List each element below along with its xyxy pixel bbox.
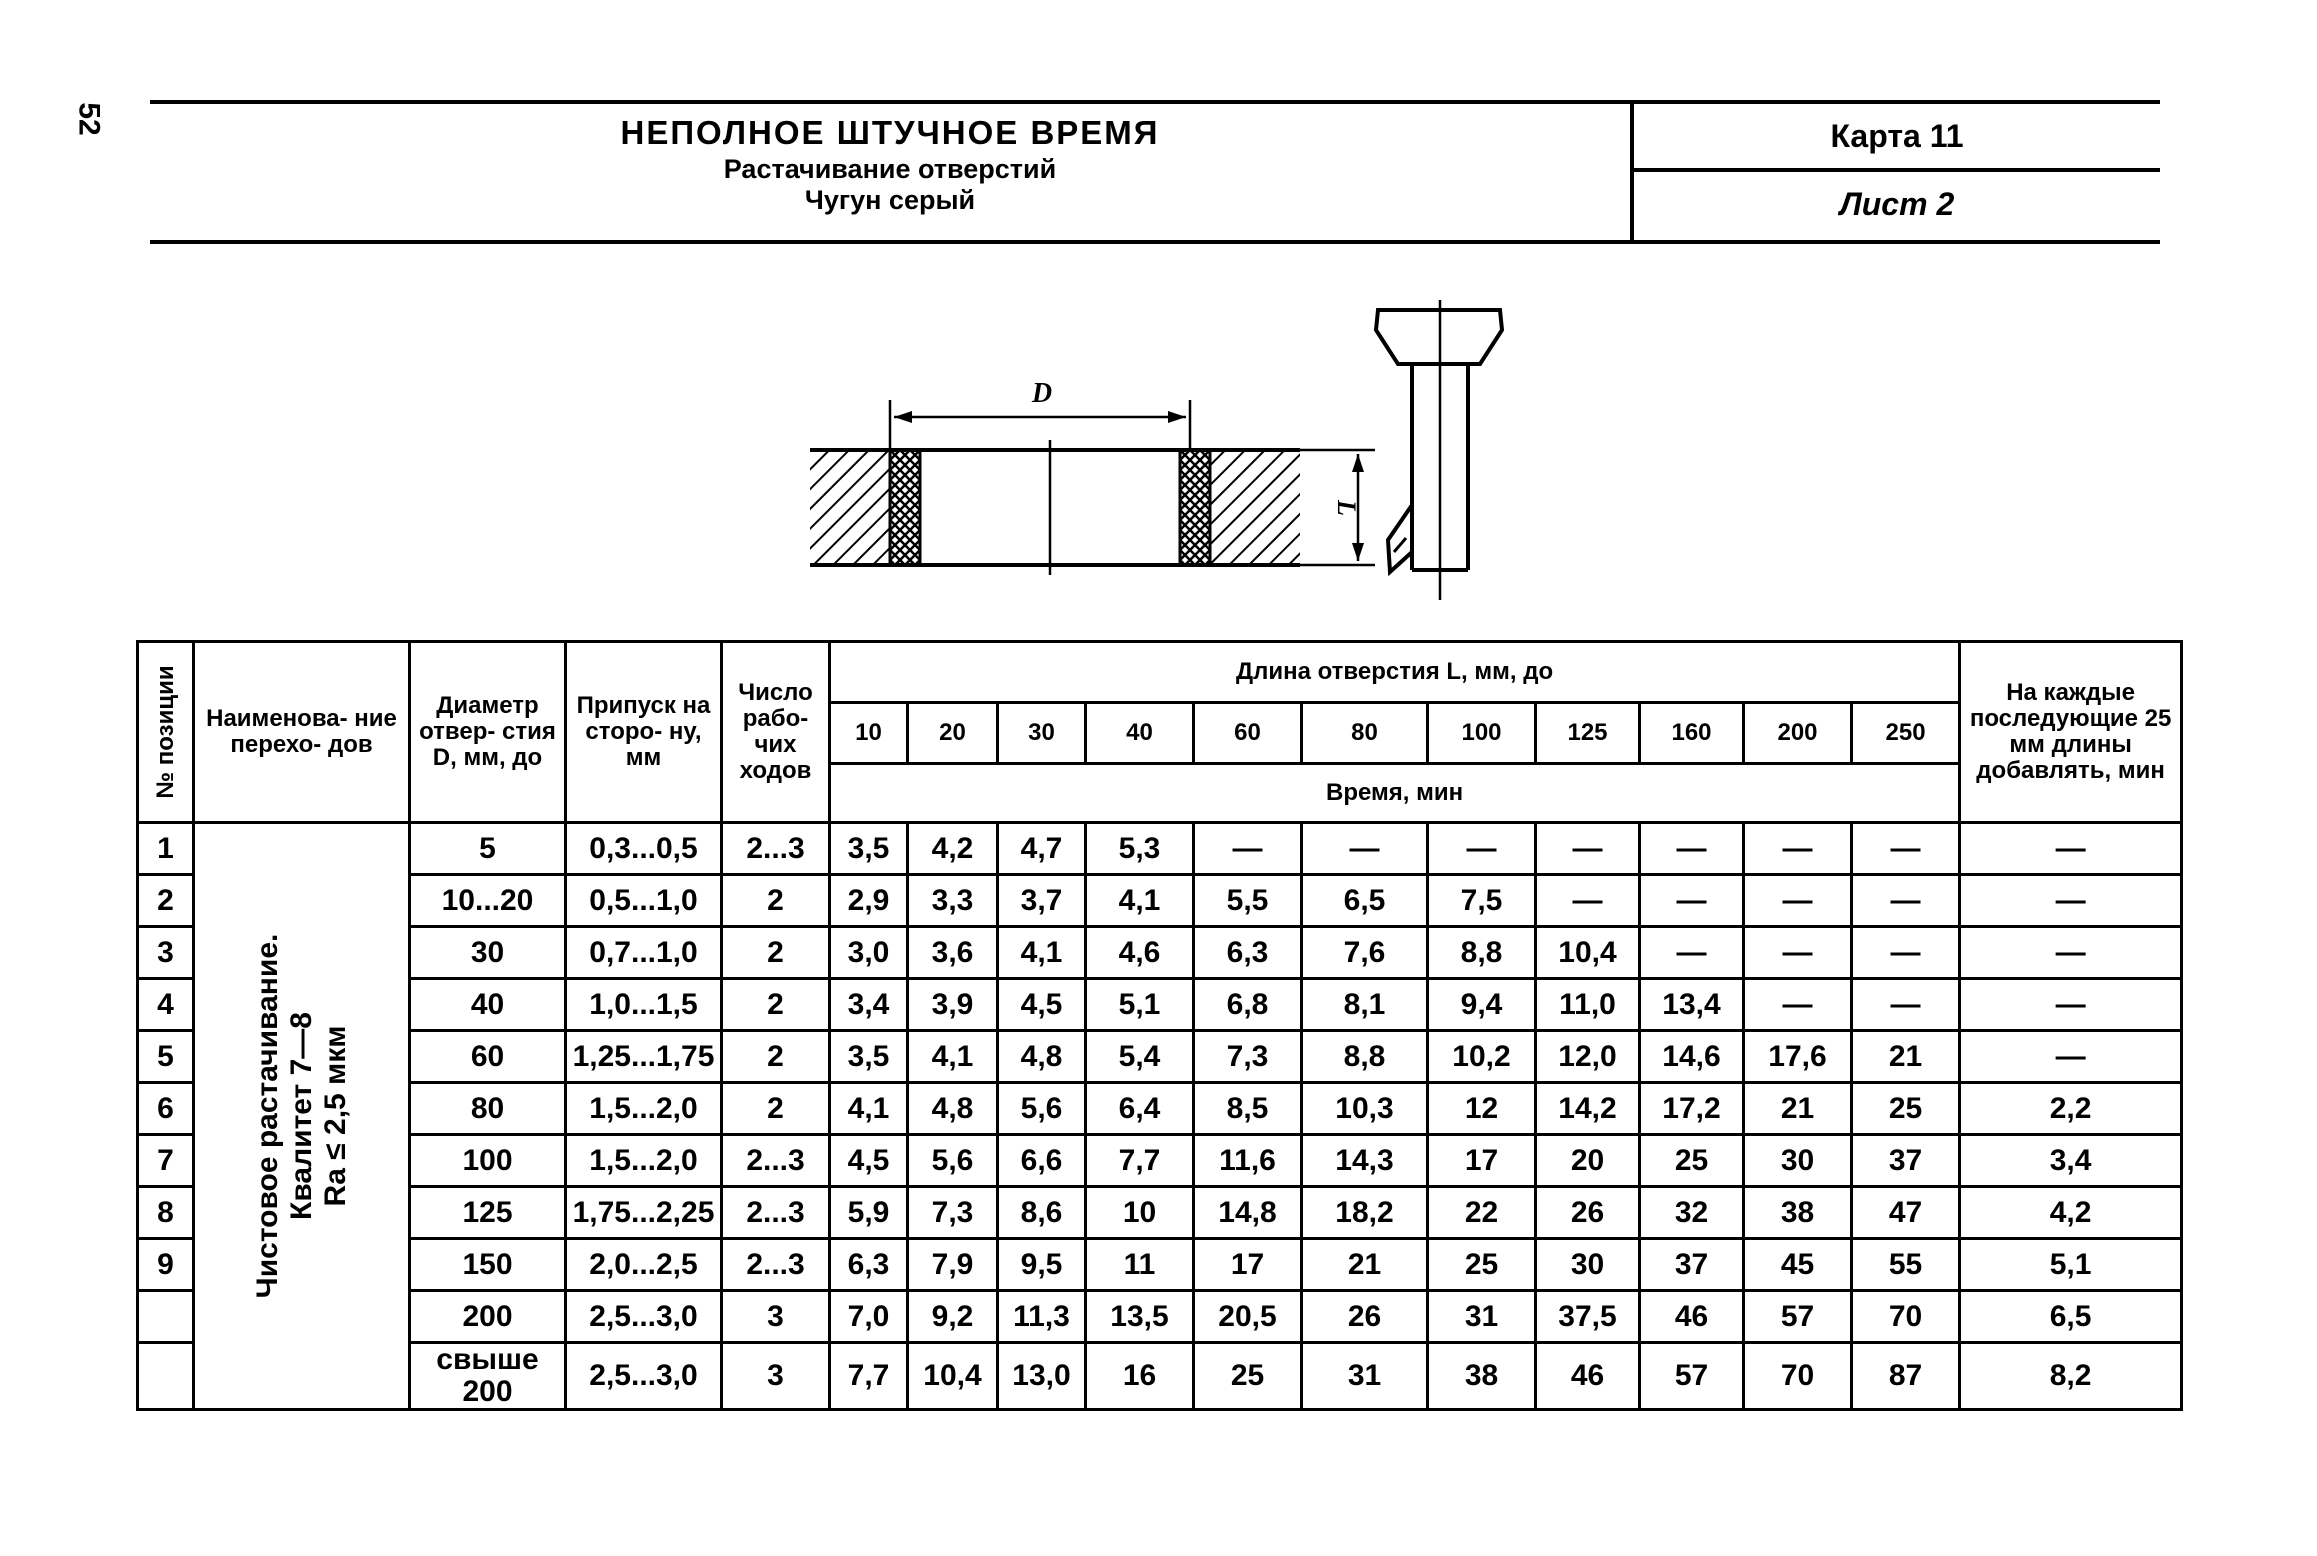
header-allowance: Припуск на сторо- ну, мм — [566, 642, 722, 823]
time-cell: 70 — [1744, 1343, 1852, 1410]
time-cell: 4,5 — [998, 979, 1086, 1031]
header-operation: Наименова- ние перехо- дов — [194, 642, 410, 823]
position-cell — [138, 1343, 194, 1410]
time-cell: 47 — [1852, 1187, 1960, 1239]
time-cell: 8,6 — [998, 1187, 1086, 1239]
length-column-header: 30 — [998, 703, 1086, 764]
time-cell: 5,1 — [1086, 979, 1194, 1031]
length-column-header: 125 — [1536, 703, 1640, 764]
time-cell: 3,4 — [830, 979, 908, 1031]
time-cell: 8,8 — [1302, 1031, 1428, 1083]
position-cell: 8 — [138, 1187, 194, 1239]
time-cell: 3,5 — [830, 823, 908, 875]
length-column-header: 160 — [1640, 703, 1744, 764]
time-cell: 8,8 — [1428, 927, 1536, 979]
label-d: D — [1031, 378, 1053, 409]
time-cell: 4,8 — [998, 1031, 1086, 1083]
time-cell: 25 — [1194, 1343, 1302, 1410]
header-time: Время, мин — [830, 764, 1960, 823]
workpiece-section — [810, 440, 1300, 575]
header-title-block — [150, 104, 1630, 240]
position-cell: 5 — [138, 1031, 194, 1083]
position-cell: 3 — [138, 927, 194, 979]
header-card-block — [1634, 104, 2160, 240]
time-cell: 4,7 — [998, 823, 1086, 875]
time-cell: 21 — [1744, 1083, 1852, 1135]
time-cell: 3,6 — [908, 927, 998, 979]
time-cell: 10,2 — [1428, 1031, 1536, 1083]
time-cell: 10,3 — [1302, 1083, 1428, 1135]
diameter-cell: 150 — [410, 1239, 566, 1291]
add-per-25mm-cell: — — [1960, 927, 2182, 979]
diameter-cell: 10...20 — [410, 875, 566, 927]
passes-cell: 2...3 — [722, 1135, 830, 1187]
allowance-cell: 0,3...0,5 — [566, 823, 722, 875]
time-cell: 10 — [1086, 1187, 1194, 1239]
add-per-25mm-cell: 2,2 — [1960, 1083, 2182, 1135]
time-cell: 20 — [1536, 1135, 1640, 1187]
length-column-header: 40 — [1086, 703, 1194, 764]
operation-subtitle: Растачивание отверстий — [723, 154, 1057, 184]
time-cell: 20,5 — [1194, 1291, 1302, 1343]
time-cell: 13,4 — [1640, 979, 1744, 1031]
time-cell: 7,3 — [1194, 1031, 1302, 1083]
time-cell: 10,4 — [1536, 927, 1640, 979]
length-column-header: 60 — [1194, 703, 1302, 764]
time-cell: 4,1 — [908, 1031, 998, 1083]
time-cell: 31 — [1302, 1343, 1428, 1410]
length-column-header: 80 — [1302, 703, 1428, 764]
time-cell: 46 — [1640, 1291, 1744, 1343]
diameter-cell: 80 — [410, 1083, 566, 1135]
length-column-header: 20 — [908, 703, 998, 764]
time-cell: 13,5 — [1086, 1291, 1194, 1343]
time-cell: — — [1428, 823, 1536, 875]
operation-line: Чистовое растачивание. — [250, 933, 284, 1299]
diameter-cell: 40 — [410, 979, 566, 1031]
time-cell: 57 — [1640, 1343, 1744, 1410]
table-row — [138, 979, 2182, 1031]
time-cell: 45 — [1744, 1239, 1852, 1291]
time-cell: 2,9 — [830, 875, 908, 927]
time-cell: 57 — [1744, 1291, 1852, 1343]
time-cell: 70 — [1852, 1291, 1960, 1343]
time-cell: 17,2 — [1640, 1083, 1744, 1135]
operation-line: Ra ≤ 2,5 мкм — [318, 1025, 352, 1207]
table-row — [138, 1083, 2182, 1135]
add-per-25mm-cell: 3,4 — [1960, 1135, 2182, 1187]
table-row — [138, 1187, 2182, 1239]
passes-cell: 2 — [722, 1083, 830, 1135]
allowance-cell: 1,0...1,5 — [566, 979, 722, 1031]
time-cell: — — [1852, 823, 1960, 875]
document-title: НЕПОЛНОЕ ШТУЧНОЕ ВРЕМЯ — [620, 114, 1160, 151]
header-each-next: На каждые последующие 25 мм длины добавлять, мин — [1960, 642, 2182, 823]
length-column-header: 200 — [1744, 703, 1852, 764]
time-cell: 87 — [1852, 1343, 1960, 1410]
allowance-cell: 2,0...2,5 — [566, 1239, 722, 1291]
time-cell: 8,1 — [1302, 979, 1428, 1031]
table-row — [138, 1239, 2182, 1291]
time-cell: — — [1536, 823, 1640, 875]
time-cell: 5,5 — [1194, 875, 1302, 927]
time-cell: 9,2 — [908, 1291, 998, 1343]
allowance-cell: 1,25...1,75 — [566, 1031, 722, 1083]
table-row — [138, 875, 2182, 927]
time-cell: — — [1640, 823, 1744, 875]
time-cell: 5,9 — [830, 1187, 908, 1239]
passes-cell: 2 — [722, 1031, 830, 1083]
time-cell: 12,0 — [1536, 1031, 1640, 1083]
time-cell: 3,5 — [830, 1031, 908, 1083]
table-row — [138, 1031, 2182, 1083]
add-per-25mm-cell: — — [1960, 875, 2182, 927]
time-cell: 25 — [1852, 1083, 1960, 1135]
time-cell: 4,5 — [830, 1135, 908, 1187]
time-cell: 31 — [1428, 1291, 1536, 1343]
diameter-cell: 200 — [410, 1291, 566, 1343]
time-cell: 5,6 — [908, 1135, 998, 1187]
time-cell: 55 — [1852, 1239, 1960, 1291]
time-cell: 6,3 — [830, 1239, 908, 1291]
time-cell: — — [1194, 823, 1302, 875]
dimension-d — [890, 378, 1190, 450]
time-cell: — — [1640, 927, 1744, 979]
time-cell: 32 — [1640, 1187, 1744, 1239]
time-cell: 13,0 — [998, 1343, 1086, 1410]
time-cell: 30 — [1744, 1135, 1852, 1187]
time-cell: 11 — [1086, 1239, 1194, 1291]
time-cell: — — [1302, 823, 1428, 875]
passes-cell: 2...3 — [722, 1187, 830, 1239]
time-cell: 3,7 — [998, 875, 1086, 927]
length-column-header: 10 — [830, 703, 908, 764]
passes-cell: 2...3 — [722, 823, 830, 875]
allowance-cell: 1,75...2,25 — [566, 1187, 722, 1239]
table-row — [138, 927, 2182, 979]
table-row — [138, 1291, 2182, 1343]
add-per-25mm-cell: — — [1960, 1031, 2182, 1083]
time-cell: 7,5 — [1428, 875, 1536, 927]
table-row — [138, 1135, 2182, 1187]
passes-cell: 2 — [722, 875, 830, 927]
time-cell: 8,5 — [1194, 1083, 1302, 1135]
label-l: L — [1332, 500, 1361, 516]
time-cell: 4,8 — [908, 1083, 998, 1135]
time-cell: — — [1852, 927, 1960, 979]
time-cell: 10,4 — [908, 1343, 998, 1410]
time-cell: 7,7 — [1086, 1135, 1194, 1187]
time-cell: 11,0 — [1536, 979, 1640, 1031]
time-cell: 3,3 — [908, 875, 998, 927]
time-cell: 11,3 — [998, 1291, 1086, 1343]
time-cell: — — [1744, 875, 1852, 927]
time-cell: 6,8 — [1194, 979, 1302, 1031]
time-cell: 9,4 — [1428, 979, 1536, 1031]
time-cell: 7,6 — [1302, 927, 1428, 979]
time-cell: 5,3 — [1086, 823, 1194, 875]
time-cell: 4,2 — [908, 823, 998, 875]
passes-cell: 2 — [722, 927, 830, 979]
header-length: Длина отверстия L, мм, до — [830, 642, 1960, 703]
diameter-cell: 5 — [410, 823, 566, 875]
allowance-cell: 1,5...2,0 — [566, 1083, 722, 1135]
time-cell: 11,6 — [1194, 1135, 1302, 1187]
time-cell: 22 — [1428, 1187, 1536, 1239]
operation-line: Квалитет 7—8 — [284, 1012, 318, 1220]
add-per-25mm-cell: — — [1960, 823, 2182, 875]
allowance-cell: 1,5...2,0 — [566, 1135, 722, 1187]
add-per-25mm-cell: 8,2 — [1960, 1343, 2182, 1410]
header — [150, 100, 2160, 244]
diameter-cell: 100 — [410, 1135, 566, 1187]
header-diameter: Диаметр отвер- стия D, мм, до — [410, 642, 566, 823]
card-number: Карта 11 — [1634, 104, 2160, 172]
time-cell: 17,6 — [1744, 1031, 1852, 1083]
time-cell: 25 — [1428, 1239, 1536, 1291]
time-norms-table — [136, 640, 2183, 1411]
passes-cell: 3 — [722, 1291, 830, 1343]
time-cell: 37 — [1852, 1135, 1960, 1187]
time-cell: 26 — [1536, 1187, 1640, 1239]
time-cell: 26 — [1302, 1291, 1428, 1343]
time-cell: 14,3 — [1302, 1135, 1428, 1187]
time-cell: 7,7 — [830, 1343, 908, 1410]
diameter-cell: 30 — [410, 927, 566, 979]
allowance-cell: 2,5...3,0 — [566, 1291, 722, 1343]
time-cell: 7,9 — [908, 1239, 998, 1291]
time-cell: 25 — [1640, 1135, 1744, 1187]
passes-cell: 3 — [722, 1343, 830, 1410]
length-column-header: 100 — [1428, 703, 1536, 764]
time-cell: 6,5 — [1302, 875, 1428, 927]
time-cell: 21 — [1302, 1239, 1428, 1291]
header-position: № позиции — [138, 642, 194, 823]
time-cell: 3,9 — [908, 979, 998, 1031]
boring-bar — [1376, 300, 1502, 600]
allowance-cell: 0,7...1,0 — [566, 927, 722, 979]
time-cell: 12 — [1428, 1083, 1536, 1135]
sheet-number: Лист 2 — [1839, 186, 1955, 222]
time-cell: 9,5 — [998, 1239, 1086, 1291]
table-row — [138, 1343, 2182, 1410]
time-cell: 37 — [1640, 1239, 1744, 1291]
position-cell — [138, 1291, 194, 1343]
position-cell: 2 — [138, 875, 194, 927]
time-cell: 7,3 — [908, 1187, 998, 1239]
time-cell: 7,0 — [830, 1291, 908, 1343]
time-cell: 4,6 — [1086, 927, 1194, 979]
operation-text — [251, 886, 353, 1346]
time-cell: 16 — [1086, 1343, 1194, 1410]
time-cell: 30 — [1536, 1239, 1640, 1291]
time-cell: 37,5 — [1536, 1291, 1640, 1343]
position-cell: 4 — [138, 979, 194, 1031]
position-cell: 9 — [138, 1239, 194, 1291]
add-per-25mm-cell: 6,5 — [1960, 1291, 2182, 1343]
length-column-header: 250 — [1852, 703, 1960, 764]
passes-cell: 2...3 — [722, 1239, 830, 1291]
time-cell: — — [1744, 823, 1852, 875]
time-norms-table-wrap — [136, 640, 2176, 1411]
allowance-cell: 2,5...3,0 — [566, 1343, 722, 1410]
time-cell: 4,1 — [998, 927, 1086, 979]
diameter-cell: 125 — [410, 1187, 566, 1239]
time-cell: 6,4 — [1086, 1083, 1194, 1135]
time-cell: 3,0 — [830, 927, 908, 979]
time-cell: 17 — [1428, 1135, 1536, 1187]
time-cell: 14,2 — [1536, 1083, 1640, 1135]
time-cell: — — [1852, 875, 1960, 927]
time-cell: 46 — [1536, 1343, 1640, 1410]
diameter-cell: свыше 200 — [410, 1343, 566, 1410]
time-cell: — — [1852, 979, 1960, 1031]
time-cell: 6,6 — [998, 1135, 1086, 1187]
page-number: 52 — [72, 102, 106, 136]
header-passes: Число рабо- чих ходов — [722, 642, 830, 823]
add-per-25mm-cell: 4,2 — [1960, 1187, 2182, 1239]
position-cell: 6 — [138, 1083, 194, 1135]
dimension-l — [1300, 450, 1375, 565]
time-cell: 6,3 — [1194, 927, 1302, 979]
passes-cell: 2 — [722, 979, 830, 1031]
time-cell: 21 — [1852, 1031, 1960, 1083]
boring-diagram — [790, 290, 1550, 610]
time-cell: — — [1640, 875, 1744, 927]
time-cell: — — [1744, 927, 1852, 979]
table-body — [138, 823, 2182, 1410]
time-cell: 38 — [1428, 1343, 1536, 1410]
time-cell: 38 — [1744, 1187, 1852, 1239]
allowance-cell: 0,5...1,0 — [566, 875, 722, 927]
time-cell: 14,8 — [1194, 1187, 1302, 1239]
diameter-cell: 60 — [410, 1031, 566, 1083]
time-cell: 18,2 — [1302, 1187, 1428, 1239]
time-cell: 5,6 — [998, 1083, 1086, 1135]
table-row — [138, 823, 2182, 875]
time-cell: 4,1 — [1086, 875, 1194, 927]
material-label: Чугун серый — [804, 185, 976, 215]
position-cell: 7 — [138, 1135, 194, 1187]
time-cell: 17 — [1194, 1239, 1302, 1291]
time-cell: 14,6 — [1640, 1031, 1744, 1083]
add-per-25mm-cell: — — [1960, 979, 2182, 1031]
add-per-25mm-cell: 5,1 — [1960, 1239, 2182, 1291]
time-cell: — — [1744, 979, 1852, 1031]
position-cell: 1 — [138, 823, 194, 875]
time-cell: 4,1 — [830, 1083, 908, 1135]
operation-cell — [194, 823, 410, 1410]
time-cell: — — [1536, 875, 1640, 927]
time-cell: 5,4 — [1086, 1031, 1194, 1083]
